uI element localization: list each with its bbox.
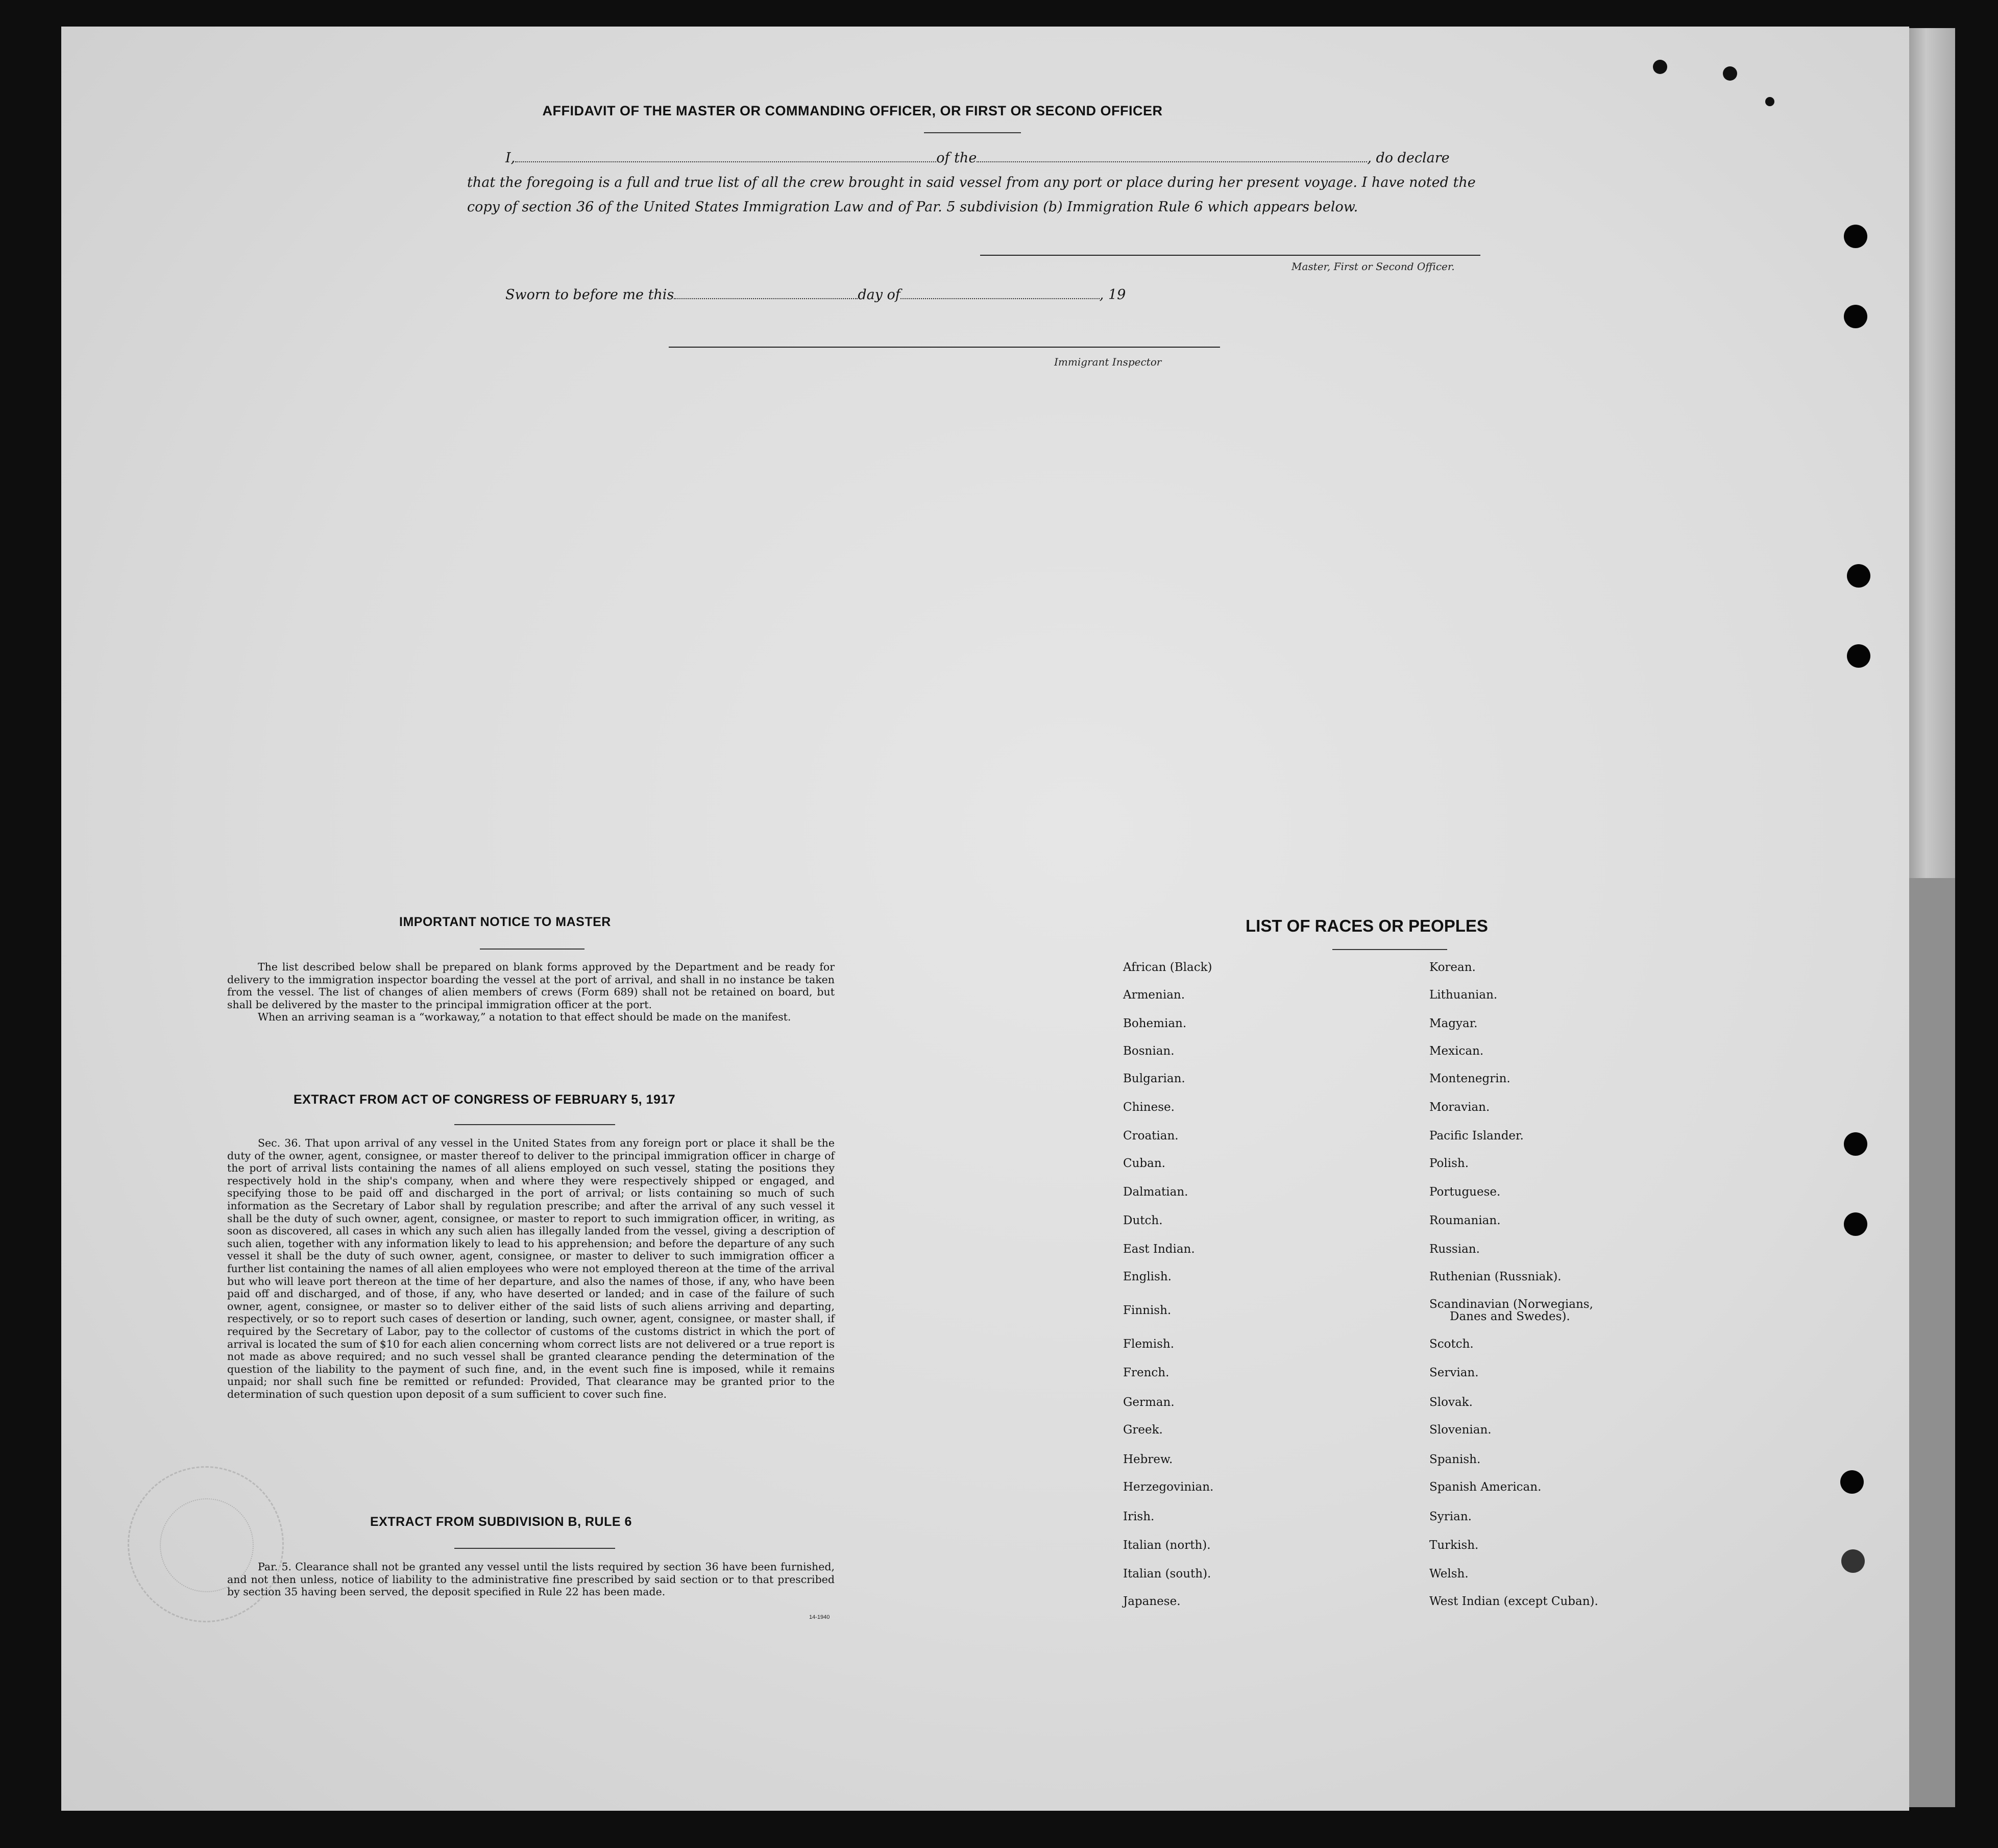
race-item: Dutch. <box>1123 1214 1163 1227</box>
affidavit-title: AFFIDAVIT OF THE MASTER OR COMMANDING OFFICER, OR FIRST OR SECOND OFFICER <box>542 103 1163 118</box>
punch-hole <box>1844 1212 1867 1236</box>
race-item: Spanish American. <box>1429 1480 1542 1494</box>
race-item: Welsh. <box>1429 1567 1469 1580</box>
races-title: LIST OF RACES OR PEOPLES <box>1246 916 1488 935</box>
race-item: Armenian. <box>1123 988 1185 1002</box>
race-item: Moravian. <box>1429 1101 1490 1114</box>
affidavit-line-2: that the foregoing is a full and true list of all the crew brought in said vessel from any port or place during her present voyage. I have noted the <box>467 175 1476 190</box>
punch-hole <box>1844 225 1867 248</box>
race-item: East Indian. <box>1123 1243 1195 1256</box>
race-item: Croatian. <box>1123 1129 1179 1142</box>
race-item: Dalmatian. <box>1123 1185 1188 1199</box>
punch-hole <box>1847 564 1870 588</box>
document-page <box>61 27 1909 1811</box>
race-item: Bulgarian. <box>1123 1072 1185 1085</box>
race-item: Servian. <box>1429 1366 1479 1379</box>
punch-hole <box>1765 97 1774 106</box>
notice-title-rule <box>480 949 584 950</box>
punch-hole <box>1653 60 1667 74</box>
race-item: Slovenian. <box>1429 1423 1492 1437</box>
race-item: Italian (south). <box>1123 1567 1211 1580</box>
race-item: Italian (north). <box>1123 1539 1211 1552</box>
rule-extract-text <box>227 1561 835 1598</box>
punch-hole <box>1847 644 1870 668</box>
sworn-day-blank <box>674 288 858 299</box>
race-item: Herzegovinian. <box>1123 1480 1214 1494</box>
act-extract-rule <box>454 1124 615 1125</box>
notice-text <box>227 961 835 1024</box>
punch-hole <box>1844 305 1867 328</box>
notice-title: IMPORTANT NOTICE TO MASTER <box>399 915 611 929</box>
race-item: Syrian. <box>1429 1510 1472 1523</box>
sworn-label: Sworn to before me this <box>505 287 674 303</box>
race-item: Hebrew. <box>1123 1453 1173 1466</box>
sworn-month-blank <box>900 288 1100 299</box>
race-item: Spanish. <box>1429 1453 1481 1466</box>
form-number: 14-1940 <box>809 1614 830 1620</box>
master-signature-line <box>980 255 1480 256</box>
punch-hole <box>1840 1470 1864 1494</box>
sworn-line <box>505 287 1126 303</box>
punch-hole <box>1841 1549 1865 1573</box>
inspector-signature-label: Immigrant Inspector <box>1054 356 1162 368</box>
affidavit-of-the-label: of the <box>936 150 977 166</box>
punch-hole <box>1723 66 1737 81</box>
race-item: Korean. <box>1429 961 1476 974</box>
race-item: Scotch. <box>1429 1338 1474 1351</box>
race-item-continued: Danes and Swedes). <box>1450 1310 1570 1323</box>
race-item: Bohemian. <box>1123 1017 1187 1030</box>
notice-paragraph-1: The list described below shall be prepared on blank forms approved by the Department and be ready for delivery to the immigration inspector boarding the vessel at the port of arrival, and shall in no instance be taken from the vessel. The list of changes of alien members of crews (Form 689) shall not be retained on board, but shall be delivered by the master to the principal immigration officer at the port. <box>227 961 835 1011</box>
affidavit-line-1: I, of the , do declare <box>505 150 1450 166</box>
faded-seal-stamp <box>128 1466 284 1622</box>
affidavit-line-3: copy of section 36 of the United States Immigration Law and of Par. 5 subdivision (b) Immigration Rule 6 which appears below. <box>467 199 1358 215</box>
vessel-blank <box>977 151 1367 162</box>
race-item: Bosnian. <box>1123 1044 1175 1058</box>
race-item: Portuguese. <box>1429 1185 1501 1199</box>
race-item: Roumanian. <box>1429 1214 1501 1227</box>
section-36-text: Sec. 36. That upon arrival of any vessel in the United States from any foreign port or place it shall be the duty of the owner, agent, consignee, or master thereof to deliver to the principal immigration officer in charge of the port of arrival lists containing the names of all aliens employed on such vessel, stating the positions they respectively hold in the ship's company, when and where they were respectively shipped or engaged, and specifying those to be paid off and discharged in the port of arrival; or lists containing so much of such information as the Secretary of Labor shall by regulation prescribe; and after the arrival of any such vessel it shall be the duty of such owner, agent, consignee, or master to report to such immigration officer, in writing, as soon as discovered, all cases in which any such alien has illegally landed from the vessel, giving a description of such alien, together with any information likely to lead to his apprehension; and before the departure of any such vessel it shall be the duty of such owner, agent, consignee, or master to deliver to such immigration officer a further list containing the names of all alien employees who were not employed thereon at the time of the arrival but who will leave port thereon at the time of her departure, and also the names of those, if any, who have been paid off and discharged, and of those, if any, who have deserted or landed; and in case of the failure of such owner, agent, consignee, or master so to deliver either of the said lists of such aliens arriving and departing, respectively, or so to report such cases of desertion or landing, such owner, agent, consignee, or master shall, if required by the Secretary of Labor, pay to the collector of customs of the customs district in which the port of arrival is located the sum of $10 for each alien concerning whom correct lists are not delivered or a true report is not made as above required; and no such vessel shall be granted clearance pending the determination of the question of the liability to the payment of such fine, and, in the event such fine is imposed, while it remains unpaid; nor shall such fine be remitted or refunded: Provided, That clearance may be granted prior to the determination of such question upon deposit of a sum sufficient to cover such fine. <box>227 1137 835 1400</box>
race-item: French. <box>1123 1366 1169 1379</box>
race-item: African (Black) <box>1123 961 1212 974</box>
race-item: Finnish. <box>1123 1304 1172 1317</box>
affidavit-declare-label: do declare <box>1376 150 1450 166</box>
race-item: Russian. <box>1429 1243 1480 1256</box>
race-item: Slovak. <box>1429 1396 1473 1409</box>
paragraph-5-text: Par. 5. Clearance shall not be granted any vessel until the lists required by section 36 have been furnished, and not then unless, notice of liability to the administrative fine prescribed by said section or to that prescribed by section 35 having been served, the deposit specified in Rule 22 has been made. <box>227 1561 835 1598</box>
master-signature-label: Master, First or Second Officer. <box>1292 260 1455 273</box>
race-item: Mexican. <box>1429 1044 1484 1058</box>
race-item: Ruthenian (Russniak). <box>1429 1270 1562 1283</box>
page-edge-shadow <box>1909 878 1955 1807</box>
race-item: Irish. <box>1123 1510 1155 1523</box>
race-item: Greek. <box>1123 1423 1163 1437</box>
race-item: Cuban. <box>1123 1157 1165 1170</box>
race-item: Montenegrin. <box>1429 1072 1510 1085</box>
name-blank <box>515 151 936 162</box>
race-item: West Indian (except Cuban). <box>1429 1595 1598 1608</box>
race-item: English. <box>1123 1270 1172 1283</box>
punch-hole <box>1844 1132 1867 1156</box>
rule-extract-rule <box>454 1548 615 1549</box>
race-item: Chinese. <box>1123 1101 1175 1114</box>
race-item: Flemish. <box>1123 1338 1175 1351</box>
race-item: Magyar. <box>1429 1017 1478 1030</box>
act-extract-title: EXTRACT FROM ACT OF CONGRESS OF FEBRUARY 5, 1917 <box>294 1092 676 1107</box>
affidavit-title-rule <box>924 132 1021 133</box>
race-item: Japanese. <box>1123 1595 1181 1608</box>
race-item: Lithuanian. <box>1429 988 1498 1002</box>
races-title-rule <box>1332 949 1447 950</box>
year-label: , 19 <box>1099 287 1126 303</box>
inspector-signature-line <box>669 347 1220 348</box>
affidavit-i-label: I, <box>505 150 516 166</box>
day-of-label: day of <box>858 287 900 303</box>
race-item: Scandinavian (Norwegians, <box>1429 1298 1593 1311</box>
notice-paragraph-2: When an arriving seaman is a “workaway,” a notation to that effect should be made on the manifest. <box>258 1011 791 1024</box>
race-item: Turkish. <box>1429 1539 1479 1552</box>
race-item: Polish. <box>1429 1157 1469 1170</box>
act-extract-text <box>227 1137 835 1400</box>
race-item: German. <box>1123 1396 1175 1409</box>
rule-extract-title: EXTRACT FROM SUBDIVISION B, RULE 6 <box>370 1515 632 1529</box>
race-item: Pacific Islander. <box>1429 1129 1524 1142</box>
